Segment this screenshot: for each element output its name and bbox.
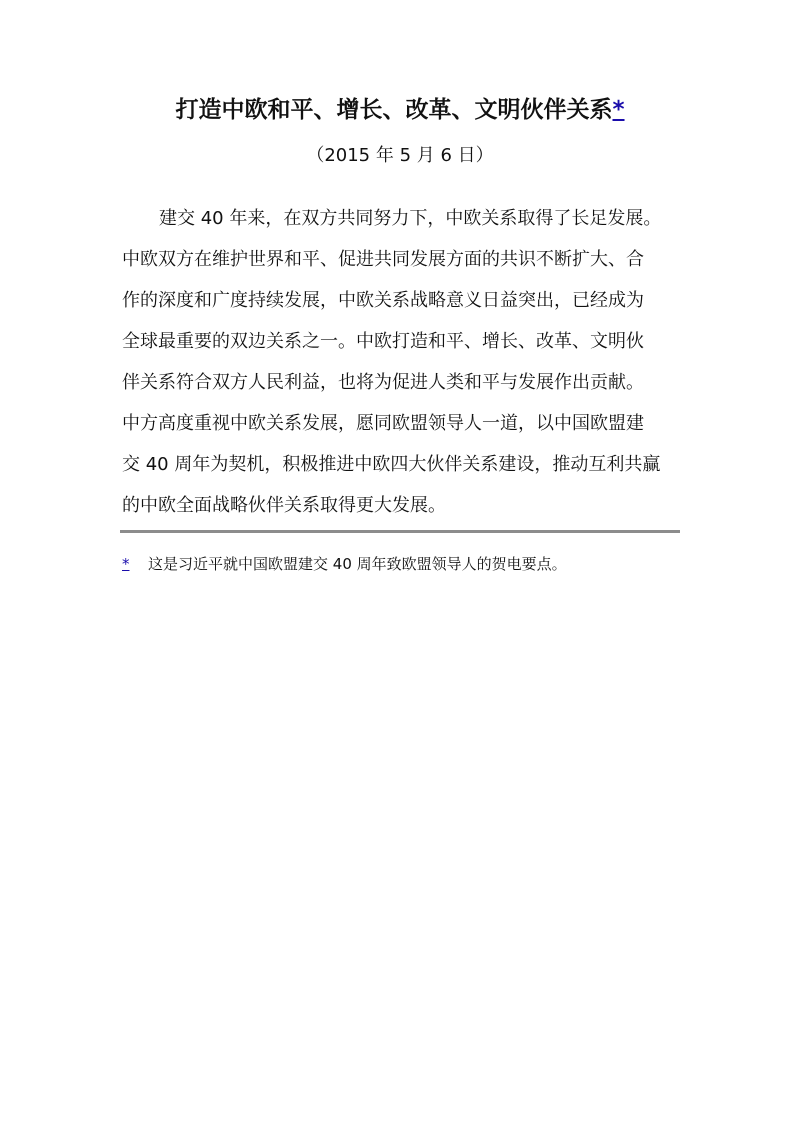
body-line: 的中欧全面战略伙伴关系取得更大发展。 bbox=[122, 495, 446, 516]
footnote-text: 这是习近平就中国欧盟建交 40 周年致欧盟领导人的贺电要点。 bbox=[148, 555, 567, 573]
footnote-backlink[interactable]: * bbox=[122, 555, 130, 573]
body-line: 全球最重要的双边关系之一。中欧打造和平、增长、改革、文明伙 bbox=[122, 331, 644, 352]
body-line: 中欧双方在维护世界和平、促进共同发展方面的共识不断扩大、合 bbox=[122, 249, 644, 270]
body-line: 作的深度和广度持续发展，中欧关系战略意义日益突出，已经成为 bbox=[122, 290, 644, 311]
document-date: （2015 年 5 月 6 日） bbox=[306, 145, 494, 166]
footnote bbox=[122, 553, 682, 575]
title-text: 打造中欧和平、增长、改革、文明伙伴关系 bbox=[175, 97, 613, 123]
title-footnote-link[interactable]: * bbox=[612, 97, 625, 123]
body-paragraph bbox=[122, 198, 682, 526]
body-line: 中方高度重视中欧关系发展，愿同欧盟领导人一道，以中国欧盟建 bbox=[122, 413, 644, 434]
footnote-divider bbox=[120, 530, 680, 533]
body-line: 交 40 周年为契机，积极推进中欧四大伙伴关系建设，推动互利共赢 bbox=[122, 454, 661, 475]
body-line: 伴关系符合双方人民利益，也将为促进人类和平与发展作出贡献。 bbox=[122, 372, 644, 393]
body-line: 建交 40 年来，在双方共同努力下，中欧关系取得了长足发展。 bbox=[159, 208, 662, 229]
document-title bbox=[0, 93, 800, 127]
